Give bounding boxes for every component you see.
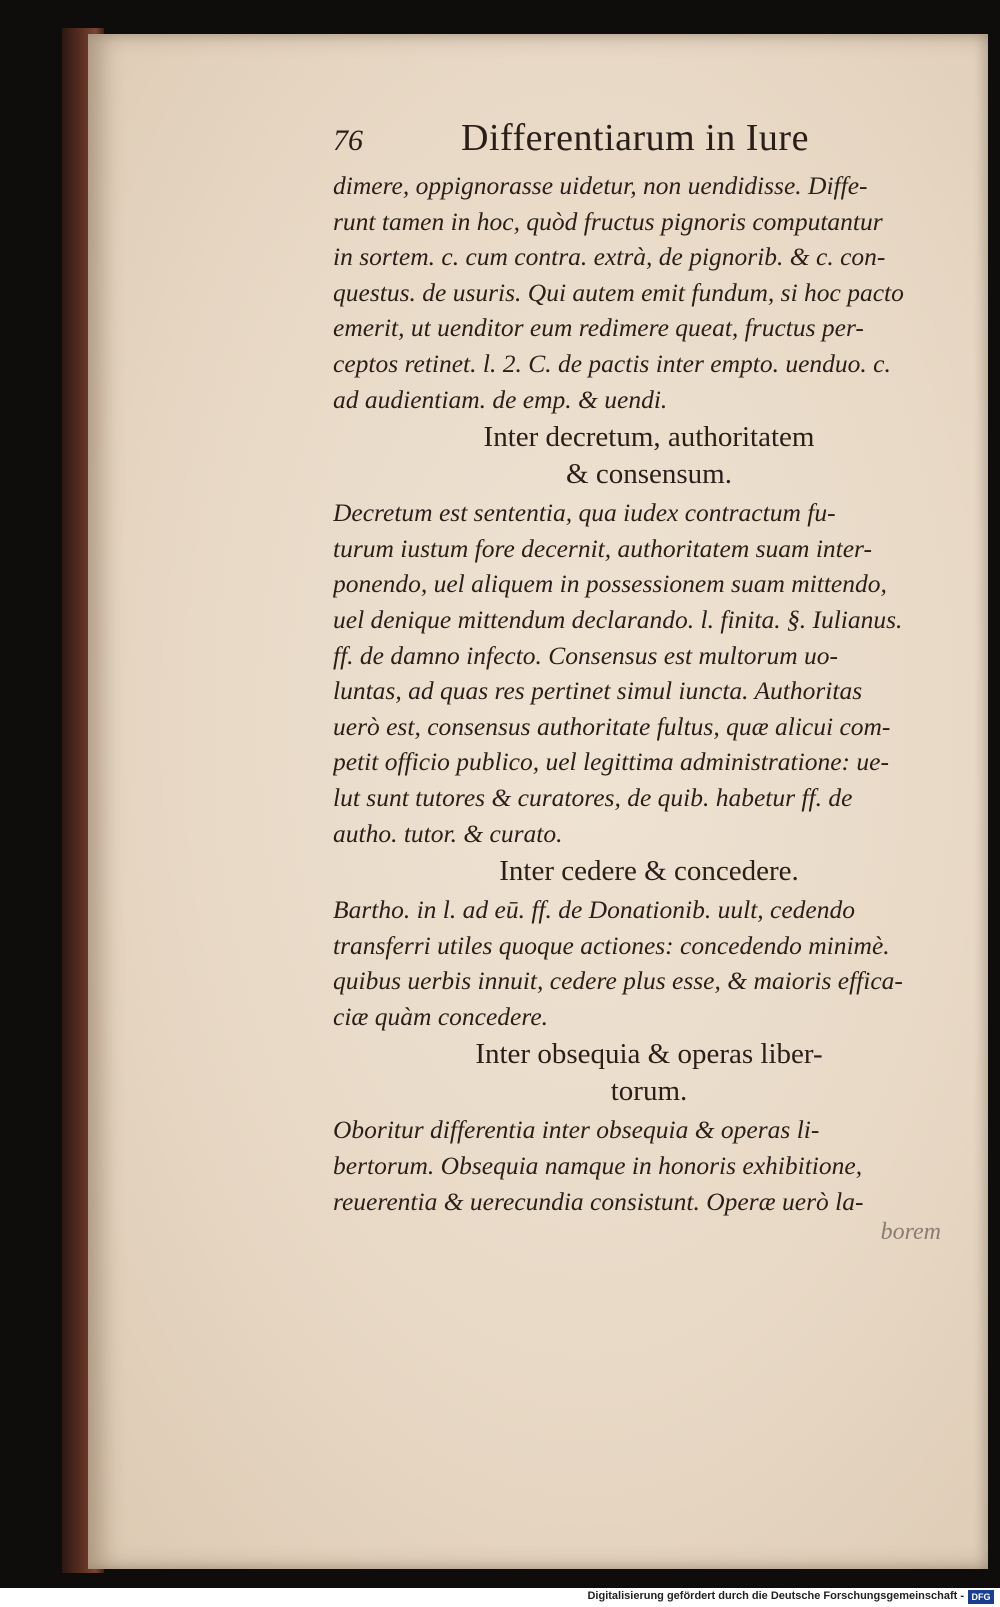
footer-bar: [0, 1588, 1000, 1607]
heading-line: Inter obsequia & operas liber-: [475, 1038, 823, 1071]
text-line: in sortem. c. cum contra. extrà, de pignorib. & c. con-: [333, 242, 886, 272]
text-line: petit officio publico, uel legittima administratione: ue-: [333, 747, 889, 777]
heading-line: torum.: [610, 1075, 688, 1108]
paragraph-3: [333, 892, 965, 1034]
text-line: bertorum. Obsequia namque in honoris exhibitione,: [333, 1151, 863, 1181]
catchword: borem: [880, 1219, 941, 1246]
heading-line: Inter decretum, authoritatem: [483, 421, 815, 454]
heading-line: Inter cedere & concedere.: [499, 855, 799, 888]
text-line: autho. tutor. & curato.: [333, 818, 563, 848]
text-line: questus. de usuris. Qui autem emit fundum, si hoc pacto: [333, 277, 904, 307]
section-heading-obsequia: [333, 1036, 965, 1110]
text-line: transferri utiles quoque actiones: concedendo minimè.: [333, 930, 890, 960]
text-line: turum iustum fore decernit, authoritatem suam inter-: [333, 533, 872, 563]
text-line: uerò est, consensus authoritate fultus, quæ alicui com-: [333, 711, 891, 741]
paragraph-2: [333, 495, 965, 851]
page-content: [333, 116, 965, 1251]
funding-credit: Digitalisierung gefördert durch die Deutsche Forschungsgemeinschaft -: [587, 1590, 964, 1602]
text-line: Decretum est sententia, qua iudex contractum fu-: [333, 498, 836, 528]
running-head: [333, 116, 965, 168]
text-line: lut sunt tutores & curatores, de quib. habetur ff. de: [333, 782, 853, 812]
section-heading-cedere: [333, 853, 965, 890]
text-line: ponendo, uel aliquem in possessionem suam mittendo,: [333, 569, 887, 599]
text-line: luntas, ad quas res pertinet simul iuncta. Authoritas: [333, 676, 863, 706]
text-line: dimere, oppignorasse uidetur, non uendidisse. Diffe-: [333, 171, 868, 200]
heading-line: & consensum.: [566, 458, 732, 491]
running-title: Differentiarum in Iure: [461, 117, 809, 159]
text-line: ciæ quàm concedere.: [333, 1001, 549, 1031]
text-line: reuerentia & uerecundia consistunt. Operæ uerò la-: [333, 1186, 864, 1216]
text-line: uel denique mittendum declarando. l. finita. §. Iulianus.: [333, 604, 903, 634]
book-page: [88, 34, 988, 1569]
page-number: 76: [333, 124, 363, 157]
text-line: quibus uerbis innuit, cedere plus esse, & maioris effica-: [333, 966, 903, 996]
text-line: ad audientiam. de emp. & uendi.: [333, 384, 668, 414]
text-line: Oboritur differentia inter obsequia & operas li-: [333, 1115, 820, 1145]
text-line: ff. de damno infecto. Consensus est multorum uo-: [333, 640, 839, 670]
text-line: emerit, ut uenditor eum redimere queat, fructus per-: [333, 313, 864, 343]
dfg-logo-icon: DFG: [968, 1590, 994, 1604]
text-line: ceptos retinet. l. 2. C. de pactis inter empto. uenduo. c.: [333, 348, 891, 378]
paragraph-1: [333, 168, 965, 417]
section-heading-decretum: [333, 419, 965, 493]
text-line: runt tamen in hoc, quòd fructus pignoris computantur: [333, 206, 883, 236]
text-line: Bartho. in l. ad eū. ff. de Donationib. uult, cedendo: [333, 895, 855, 925]
paragraph-4: [333, 1112, 965, 1219]
